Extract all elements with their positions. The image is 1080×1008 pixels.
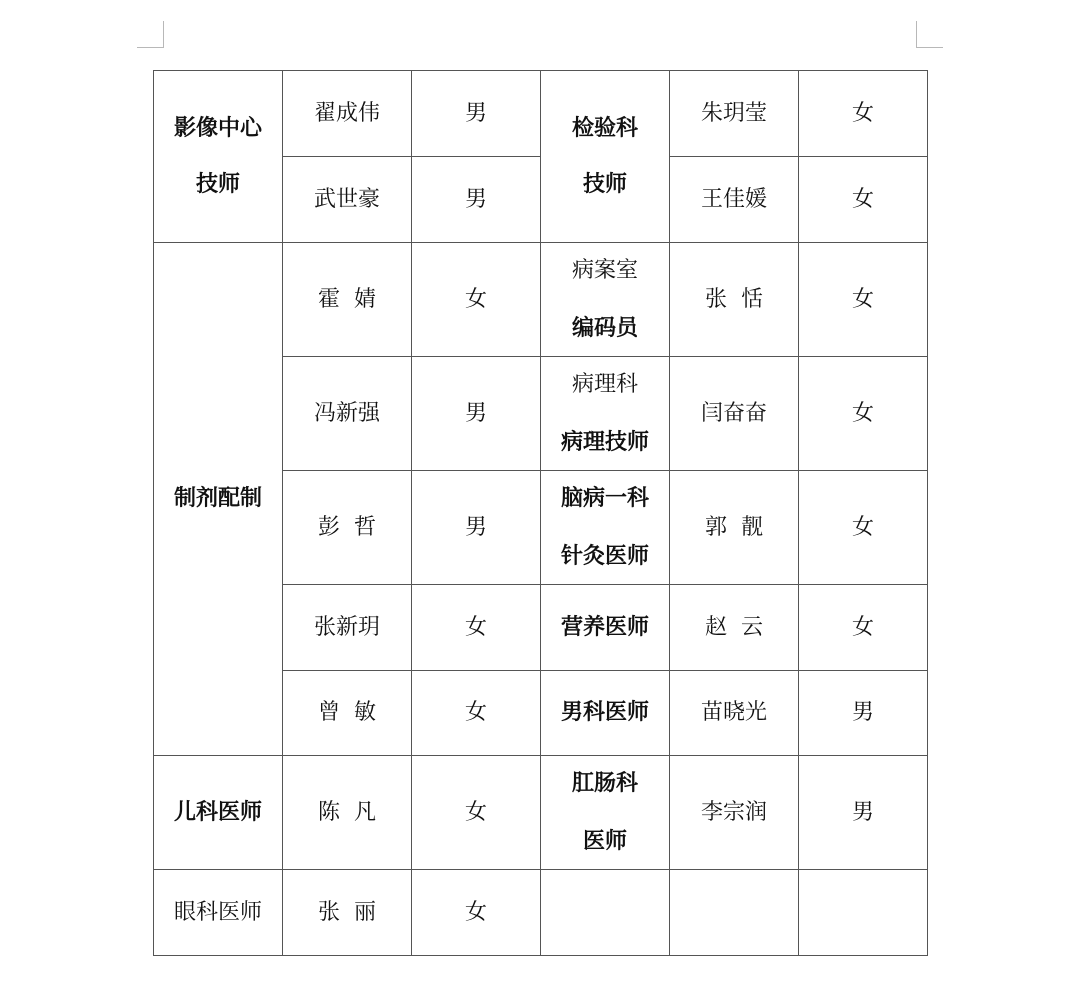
dept-label: 病理科 bbox=[571, 371, 638, 397]
dept-cell-medical-records bbox=[541, 243, 670, 357]
dept-label: 检验科 bbox=[571, 115, 638, 141]
name-cell: 陈 凡 bbox=[283, 756, 412, 870]
gender-cell: 男 bbox=[412, 357, 541, 471]
gender-cell: 女 bbox=[799, 243, 928, 357]
name-cell: 郭 靓 bbox=[670, 471, 799, 585]
table-row bbox=[154, 870, 928, 956]
gender-cell: 男 bbox=[412, 157, 541, 243]
name-cell: 赵 云 bbox=[670, 585, 799, 671]
dept-cell-ophthalmology bbox=[154, 870, 283, 956]
dept-label: 针灸医师 bbox=[560, 543, 649, 569]
dept-label: 眼科医师 bbox=[173, 899, 262, 925]
name-cell: 苗晓光 bbox=[670, 671, 799, 756]
table-row bbox=[154, 71, 928, 157]
name-cell: 李宗润 bbox=[670, 756, 799, 870]
dept-cell-pediatrics bbox=[154, 756, 283, 870]
table-row bbox=[154, 243, 928, 357]
gender-cell: 女 bbox=[412, 870, 541, 956]
gender-cell: 女 bbox=[799, 157, 928, 243]
name-cell: 霍 婧 bbox=[283, 243, 412, 357]
gender-cell: 男 bbox=[412, 71, 541, 157]
gender-cell: 男 bbox=[799, 671, 928, 756]
dept-cell-nutrition bbox=[541, 585, 670, 671]
empty-gender-cell bbox=[799, 870, 928, 956]
gender-cell: 女 bbox=[799, 357, 928, 471]
name-cell: 张新玥 bbox=[283, 585, 412, 671]
gender-cell: 女 bbox=[799, 585, 928, 671]
table-row bbox=[154, 756, 928, 870]
gender-cell: 女 bbox=[412, 243, 541, 357]
dept-label: 制剂配制 bbox=[173, 486, 262, 511]
dept-label: 营养医师 bbox=[560, 614, 649, 640]
gender-cell: 女 bbox=[412, 585, 541, 671]
name-cell: 冯新强 bbox=[283, 357, 412, 471]
empty-name-cell bbox=[670, 870, 799, 956]
staff-roster-table bbox=[153, 70, 928, 956]
dept-label: 影像中心 bbox=[173, 115, 262, 141]
name-cell: 王佳媛 bbox=[670, 157, 799, 243]
dept-label: 脑病一科 bbox=[560, 485, 649, 511]
page-corner-mark-top-left bbox=[137, 21, 164, 48]
empty-dept-cell bbox=[541, 870, 670, 956]
dept-label: 儿科医师 bbox=[173, 799, 262, 825]
name-cell: 张 丽 bbox=[283, 870, 412, 956]
dept-label: 技师 bbox=[582, 171, 627, 197]
dept-label: 病理技师 bbox=[560, 429, 649, 455]
dept-cell-andrology bbox=[541, 671, 670, 756]
dept-cell-proctology bbox=[541, 756, 670, 870]
name-cell: 彭 哲 bbox=[283, 471, 412, 585]
dept-cell-imaging-center bbox=[154, 71, 283, 243]
dept-label: 技师 bbox=[195, 171, 240, 197]
name-cell: 翟成伟 bbox=[283, 71, 412, 157]
gender-cell: 女 bbox=[412, 671, 541, 756]
gender-cell: 女 bbox=[412, 756, 541, 870]
gender-cell: 女 bbox=[799, 71, 928, 157]
name-cell: 张 恬 bbox=[670, 243, 799, 357]
dept-cell-laboratory bbox=[541, 71, 670, 243]
dept-label: 医师 bbox=[582, 828, 627, 854]
page-corner-mark-top-right bbox=[916, 21, 943, 48]
name-cell: 曾 敏 bbox=[283, 671, 412, 756]
gender-cell: 男 bbox=[799, 756, 928, 870]
dept-label: 男科医师 bbox=[560, 700, 649, 725]
name-cell: 武世豪 bbox=[283, 157, 412, 243]
dept-label: 编码员 bbox=[571, 315, 638, 341]
dept-label: 肛肠科 bbox=[571, 770, 638, 796]
gender-cell: 女 bbox=[799, 471, 928, 585]
gender-cell: 男 bbox=[412, 471, 541, 585]
dept-cell-preparation bbox=[154, 243, 283, 756]
dept-cell-pathology bbox=[541, 357, 670, 471]
dept-cell-encephalopathy bbox=[541, 471, 670, 585]
name-cell: 朱玥莹 bbox=[670, 71, 799, 157]
dept-label: 病案室 bbox=[571, 257, 638, 283]
name-cell: 闫奋奋 bbox=[670, 357, 799, 471]
